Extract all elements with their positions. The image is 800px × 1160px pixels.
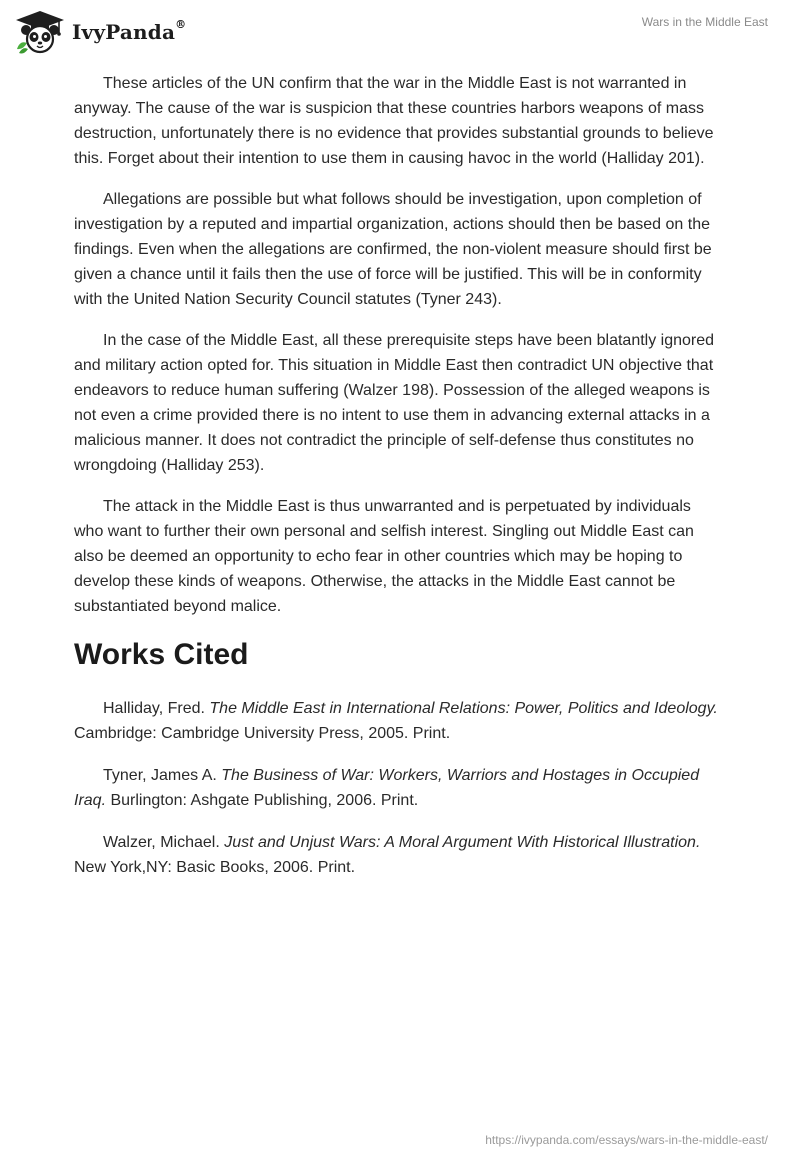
source-url-link[interactable]: https://ivypanda.com/essays/wars-in-the-middle-east/: [485, 1133, 768, 1147]
paragraph-4: The attack in the Middle East is thus unwarranted and is perpetuated by individuals who want to further their own personal and selfish interest. Singling out Middle East can also be deemed an opportunity to echo fear in other countries which may be hoping to develop these kinds of weapons. Otherwise, the attacks in the Middle East cannot be substantiated beyond malice.: [74, 498, 694, 615]
citation-tyner: Tyner, James A. The Business of War: Workers, Warriors and Hostages in Occupied Iraq. Burlington: Ashgate Publishing, 2006. Print.: [74, 767, 700, 809]
paragraph-3: In the case of the Middle East, all these prerequisite steps have been blatantly ignored and military action opted for. This situation in Middle East then contradict UN objective that endeavors to reduce human suffering (Walzer 198). Possession of the alleged weapons is not even a crime provided there is no intent to use them in advancing external attacks in a malicious manner. It does not contradict the principle of self-defense thus constitutes no wrongdoing (Halliday 253).: [74, 332, 715, 474]
citation-walzer: Walzer, Michael. Just and Unjust Wars: A Moral Argument With Historical Illustration. New York,NY: Basic Books, 2006. Print.: [74, 834, 701, 876]
works-cited-heading: Works Cited: [74, 638, 249, 671]
ivypanda-logo[interactable]: [14, 8, 186, 56]
brand-name: IvyPanda®: [72, 18, 187, 44]
citation-halliday: Halliday, Fred. The Middle East in International Relations: Power, Politics and Ideology. Cambridge: Cambridge University Press, 2005. Print.: [74, 700, 718, 742]
essay-body: [74, 71, 724, 897]
paragraph-2: Allegations are possible but what follows should be investigation, upon completion of investigation by a reputed and impartial organization, actions should then be based on the findings. Even when the allegations are confirmed, the non-violent measure should first be given a chance until it fails then the use of force will be justified. This will be in conformity with the United Nation Security Council statutes (Tyner 243).: [74, 191, 712, 308]
panda-graduate-icon: [14, 9, 66, 55]
page-header: [0, 0, 800, 64]
paragraph-1: These articles of the UN confirm that the war in the Middle East is not warranted in anyway. The cause of the war is suspicion that these countries harbors weapons of mass destruction, unfortunately there is no evidence that provides substantial grounds to believe this. Forget about their intention to use them in causing havoc in the world (Halliday 201).: [74, 75, 714, 167]
document-title: Wars in the Middle East: [641, 15, 768, 29]
